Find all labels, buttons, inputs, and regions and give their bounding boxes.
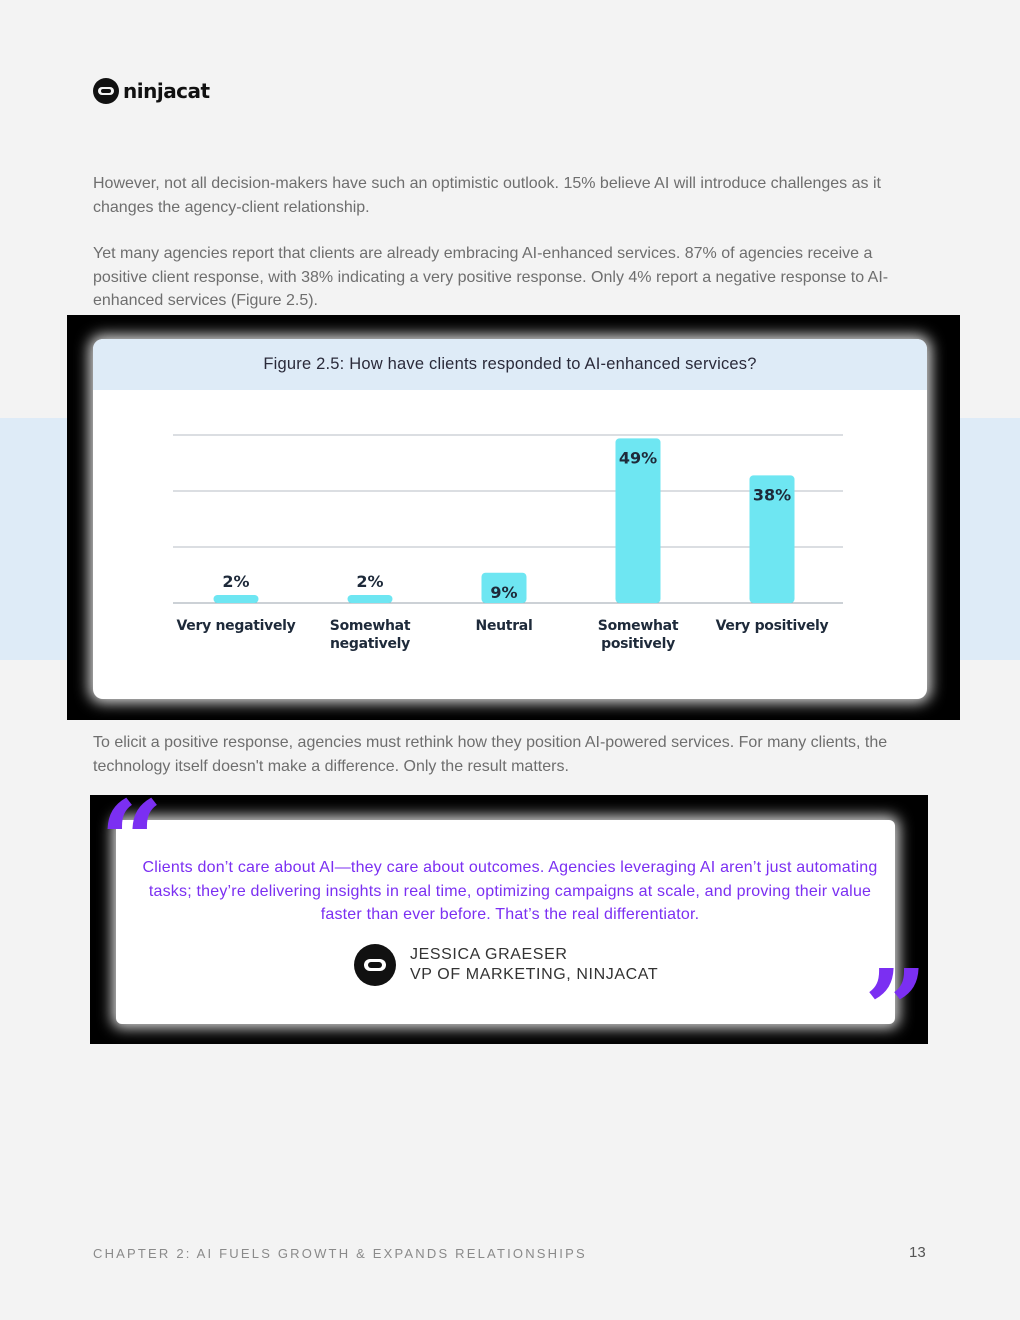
category-label: Somewhat xyxy=(597,618,679,634)
category-label: Very negatively xyxy=(176,618,296,634)
quote-text: Clients don’t care about AI—they care about outcomes. Agencies leveraging AI aren’t just automating tasks; they’re delivering insights in real time, optimizing campaigns at scale, and proving their value faster than ever before. That’s the real differentiator. xyxy=(142,859,878,923)
category-label: positively xyxy=(601,636,675,652)
data-label: 38% xyxy=(752,485,792,505)
figure-card xyxy=(93,339,927,699)
brand-name: ninjacat xyxy=(123,79,210,103)
data-label: 2% xyxy=(356,572,384,591)
open-quote-icon: “ xyxy=(100,776,164,905)
avatar xyxy=(354,944,396,986)
bar xyxy=(348,595,393,603)
page-number: 13 xyxy=(909,1244,926,1261)
quote-author xyxy=(354,944,658,986)
chapter-footer: CHAPTER 2: AI FUELS GROWTH & EXPANDS RELATIONSHIPS xyxy=(93,1246,587,1261)
data-label: 9% xyxy=(490,582,518,602)
bar xyxy=(214,595,259,603)
body-paragraph-3: To elicit a positive response, agencies must rethink how they position AI-powered services. For many clients, the technology itself doesn't make a difference. Only the result matters. xyxy=(93,734,888,775)
data-label: 2% xyxy=(222,572,250,591)
category-label: Somewhat xyxy=(329,618,411,634)
author-name: JESSICA GRAESER xyxy=(410,946,568,963)
ninjacat-logo-icon xyxy=(93,78,119,104)
figure-title: Figure 2.5: How have clients responded to AI-enhanced services? xyxy=(93,339,927,390)
body-paragraph-1: However, not all decision-makers have such an optimistic outlook. 15% believe AI will introduce challenges as it changes the agency-client relationship. xyxy=(93,175,881,216)
close-quote-icon: ” xyxy=(864,945,928,1074)
bar-chart xyxy=(93,339,927,699)
category-label: Neutral xyxy=(475,618,533,634)
body-paragraph-2: Yet many agencies report that clients are already embracing AI-enhanced services. 87% of agencies receive a positive client response, with 38% indicating a very positive response. Only 4% report a negative response to AI-enhanced services (Figure 2.5). xyxy=(93,245,889,309)
author-title: VP OF MARKETING, NINJACAT xyxy=(410,966,659,983)
data-label: 49% xyxy=(618,448,658,468)
brand-logo xyxy=(93,78,210,104)
category-label: negatively xyxy=(330,636,410,652)
category-label: Very positively xyxy=(715,618,829,634)
